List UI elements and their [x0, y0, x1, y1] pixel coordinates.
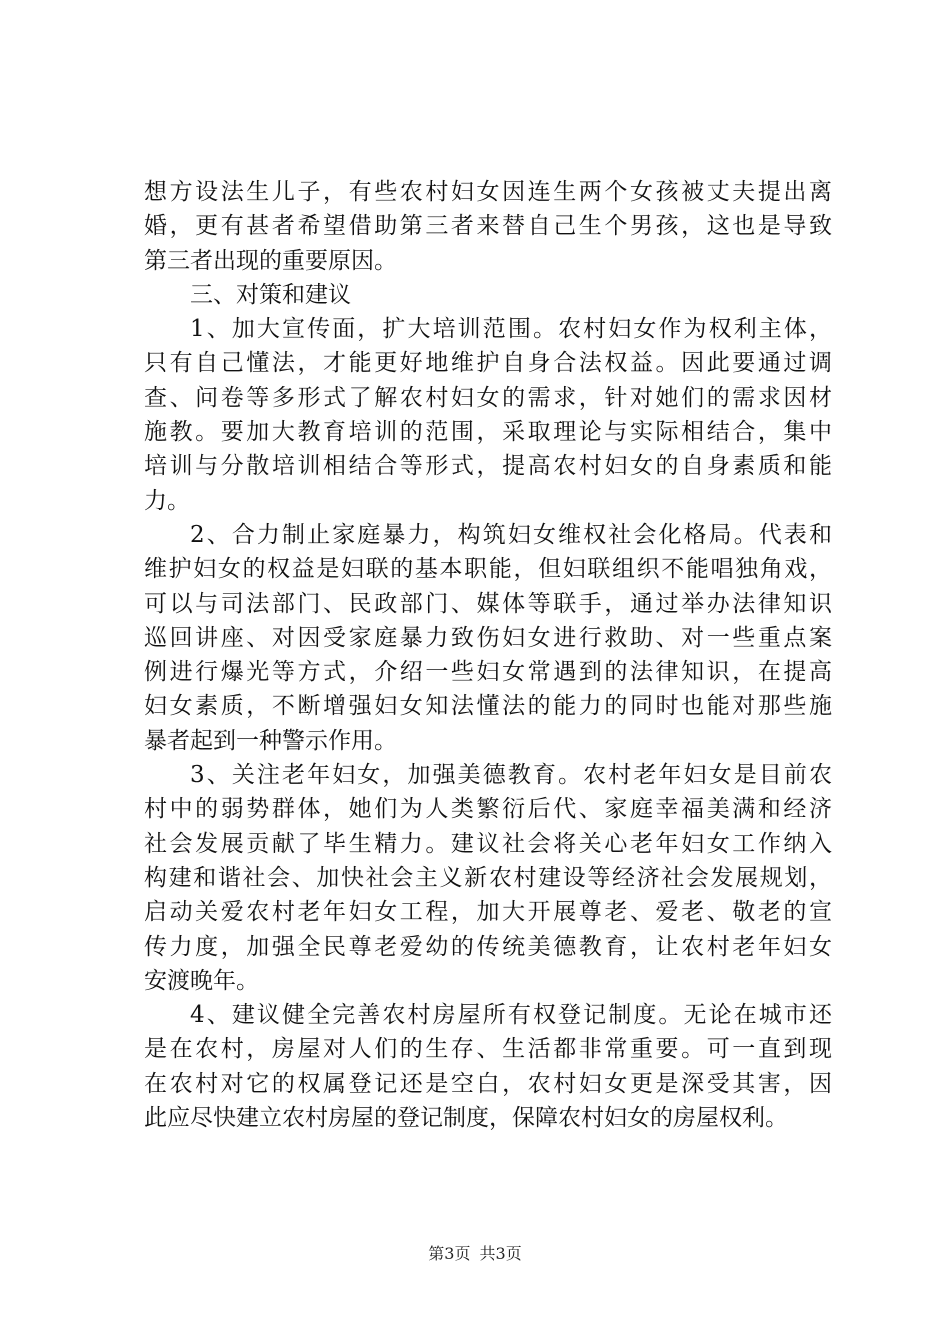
text-line: 三、对策和建议: [190, 281, 351, 308]
text-line: 3、关注老年妇女，加强美德教育。农村老年妇女是目前农: [190, 762, 832, 789]
text-line: 社会发展贡献了毕生精力。建议社会将关心老年妇女工作纳入: [144, 830, 832, 857]
text-line: 婚，更有甚者希望借助第三者来替自己生个男孩，这也是导致: [144, 213, 832, 240]
text-line: 力。: [144, 487, 190, 514]
text-line: 培训与分散培训相结合等形式，提高农村妇女的自身素质和能: [144, 453, 832, 480]
text-line: 暴者起到一种警示作用。: [144, 727, 397, 754]
text-line: 2、合力制止家庭暴力，构筑妇女维权社会化格局。代表和: [190, 521, 832, 548]
text-line: 构建和谐社会、加快社会主义新农村建设等经济社会发展规划，: [144, 864, 832, 891]
paragraph: [144, 312, 832, 518]
page-footer: [0, 1244, 950, 1264]
page-number: 第3页: [428, 1244, 471, 1263]
text-line: 妇女素质，不断增强妇女知法懂法的能力的同时也能对那些施: [144, 693, 832, 720]
page-total: 共3页: [479, 1244, 522, 1263]
paragraph: [144, 758, 832, 998]
text-line: 维护妇女的权益是妇联的基本职能，但妇联组织不能唱独角戏，: [144, 556, 832, 583]
text-line: 启动关爱农村老年妇女工程，加大开展尊老、爱老、敬老的宣: [144, 899, 832, 926]
document-body: [144, 175, 832, 1135]
text-line: 例进行爆光等方式，介绍一些妇女常遇到的法律知识，在提高: [144, 659, 832, 686]
text-line: 传力度，加强全民尊老爱幼的传统美德教育，让农村老年妇女: [144, 933, 832, 960]
paragraph: [144, 278, 832, 312]
text-line: 4、建议健全完善农村房屋所有权登记制度。无论在城市还: [190, 1002, 832, 1029]
paragraph: [144, 175, 832, 278]
text-line: 在农村对它的权属登记还是空白，农村妇女更是深受其害，因: [144, 1070, 832, 1097]
text-line: 1、加大宣传面，扩大培训范围。农村妇女作为权利主体，: [190, 316, 832, 343]
text-line: 施教。要加大教育培训的范围，采取理论与实际相结合，集中: [144, 419, 832, 446]
text-line: 第三者出现的重要原因。: [144, 247, 397, 274]
paragraph: [144, 518, 832, 758]
text-line: 是在农村，房屋对人们的生存、生活都非常重要。可一直到现: [144, 1036, 832, 1063]
text-line: 查、问卷等多形式了解农村妇女的需求，针对她们的需求因材: [144, 384, 832, 411]
paragraph: [144, 998, 832, 1135]
text-line: 此应尽快建立农村房屋的登记制度，保障农村妇女的房屋权利。: [144, 1105, 788, 1132]
text-line: 想方设法生儿子，有些农村妇女因连生两个女孩被丈夫提出离: [144, 179, 832, 205]
text-line: 可以与司法部门、民政部门、媒体等联手，通过举办法律知识: [144, 590, 832, 617]
text-line: 村中的弱势群体，她们为人类繁衍后代、家庭幸福美满和经济: [144, 796, 832, 823]
text-line: 巡回讲座、对因受家庭暴力致伤妇女进行救助、对一些重点案: [144, 624, 832, 651]
text-line: 安渡晚年。: [144, 967, 259, 994]
text-line: 只有自己懂法，才能更好地维护自身合法权益。因此要通过调: [144, 350, 832, 377]
